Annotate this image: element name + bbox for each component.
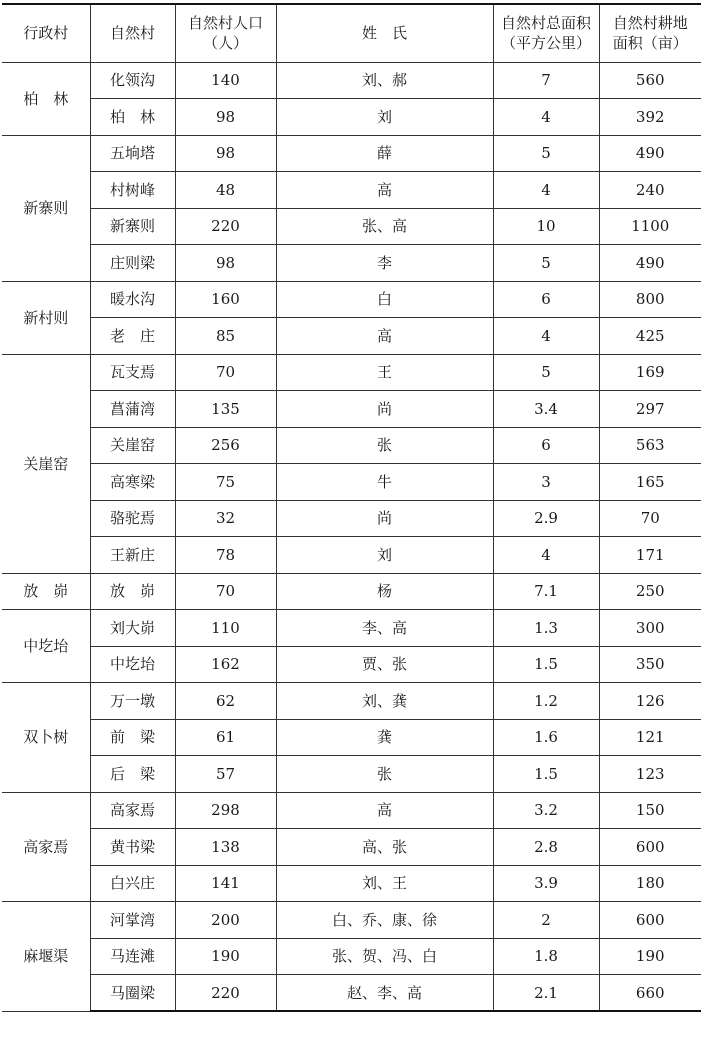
table-row bbox=[2, 172, 701, 209]
table-row bbox=[2, 391, 701, 428]
population-cell: 135 bbox=[175, 391, 276, 428]
natural-village-cell: 马连滩 bbox=[90, 938, 175, 975]
surname-cell: 高 bbox=[276, 172, 493, 209]
surname-cell: 杨 bbox=[276, 573, 493, 610]
population-cell: 162 bbox=[175, 646, 276, 683]
surname-cell: 贾、张 bbox=[276, 646, 493, 683]
area-cell: 6 bbox=[493, 427, 599, 464]
population-cell: 220 bbox=[175, 208, 276, 245]
table-row bbox=[2, 464, 701, 501]
farmland-cell: 180 bbox=[599, 865, 701, 902]
area-cell: 10 bbox=[493, 208, 599, 245]
admin-village-cell: 柏 林 bbox=[2, 62, 90, 135]
table-row bbox=[2, 354, 701, 391]
surname-cell: 张 bbox=[276, 427, 493, 464]
farmland-cell: 250 bbox=[599, 573, 701, 610]
farmland-cell: 350 bbox=[599, 646, 701, 683]
farmland-cell: 1100 bbox=[599, 208, 701, 245]
natural-village-cell: 关崖窑 bbox=[90, 427, 175, 464]
natural-village-cell: 骆驼焉 bbox=[90, 500, 175, 537]
natural-village-cell: 王新庄 bbox=[90, 537, 175, 574]
surname-cell: 高 bbox=[276, 792, 493, 829]
area-cell: 1.5 bbox=[493, 646, 599, 683]
population-cell: 190 bbox=[175, 938, 276, 975]
table-row bbox=[2, 610, 701, 647]
farmland-cell: 560 bbox=[599, 62, 701, 99]
population-cell: 62 bbox=[175, 683, 276, 720]
table-row bbox=[2, 975, 701, 1012]
admin-village-cell: 中圪坮 bbox=[2, 610, 90, 683]
natural-village-cell: 万一墩 bbox=[90, 683, 175, 720]
area-cell: 2 bbox=[493, 902, 599, 939]
area-cell: 7 bbox=[493, 62, 599, 99]
surname-cell: 张 bbox=[276, 756, 493, 793]
farmland-cell: 600 bbox=[599, 902, 701, 939]
natural-village-cell: 前 梁 bbox=[90, 719, 175, 756]
population-cell: 32 bbox=[175, 500, 276, 537]
table-row bbox=[2, 756, 701, 793]
farmland-cell: 240 bbox=[599, 172, 701, 209]
table-row bbox=[2, 683, 701, 720]
surname-cell: 薛 bbox=[276, 135, 493, 172]
area-cell: 3.9 bbox=[493, 865, 599, 902]
surname-cell: 张、高 bbox=[276, 208, 493, 245]
table-row bbox=[2, 829, 701, 866]
admin-village-cell: 高家焉 bbox=[2, 792, 90, 902]
surname-cell: 王 bbox=[276, 354, 493, 391]
header-surname: 姓 氏 bbox=[276, 4, 493, 62]
table-row bbox=[2, 792, 701, 829]
header-farmland: 自然村耕地 面积（亩） bbox=[599, 4, 701, 62]
surname-cell: 龚 bbox=[276, 719, 493, 756]
table-row bbox=[2, 281, 701, 318]
farmland-cell: 425 bbox=[599, 318, 701, 355]
table-row bbox=[2, 646, 701, 683]
area-cell: 5 bbox=[493, 135, 599, 172]
surname-cell: 刘 bbox=[276, 537, 493, 574]
surname-cell: 高、张 bbox=[276, 829, 493, 866]
natural-village-cell: 庄则梁 bbox=[90, 245, 175, 282]
natural-village-cell: 高寒梁 bbox=[90, 464, 175, 501]
population-cell: 110 bbox=[175, 610, 276, 647]
natural-village-cell: 老 庄 bbox=[90, 318, 175, 355]
natural-village-cell: 村树峰 bbox=[90, 172, 175, 209]
table-row bbox=[2, 537, 701, 574]
farmland-cell: 165 bbox=[599, 464, 701, 501]
farmland-cell: 123 bbox=[599, 756, 701, 793]
area-cell: 3.2 bbox=[493, 792, 599, 829]
population-cell: 85 bbox=[175, 318, 276, 355]
natural-village-cell: 放 峁 bbox=[90, 573, 175, 610]
table-row bbox=[2, 62, 701, 99]
table-row bbox=[2, 99, 701, 136]
population-cell: 70 bbox=[175, 354, 276, 391]
natural-village-cell: 白兴庄 bbox=[90, 865, 175, 902]
area-cell: 1.3 bbox=[493, 610, 599, 647]
table-row bbox=[2, 902, 701, 939]
table-row bbox=[2, 318, 701, 355]
population-cell: 61 bbox=[175, 719, 276, 756]
population-cell: 140 bbox=[175, 62, 276, 99]
population-cell: 98 bbox=[175, 245, 276, 282]
farmland-cell: 600 bbox=[599, 829, 701, 866]
table-row bbox=[2, 245, 701, 282]
admin-village-cell: 麻堰渠 bbox=[2, 902, 90, 1012]
farmland-cell: 190 bbox=[599, 938, 701, 975]
area-cell: 4 bbox=[493, 537, 599, 574]
area-cell: 5 bbox=[493, 354, 599, 391]
surname-cell: 白 bbox=[276, 281, 493, 318]
natural-village-cell: 河掌湾 bbox=[90, 902, 175, 939]
table-row bbox=[2, 719, 701, 756]
surname-cell: 李、高 bbox=[276, 610, 493, 647]
surname-cell: 刘、王 bbox=[276, 865, 493, 902]
surname-cell: 赵、李、高 bbox=[276, 975, 493, 1012]
farmland-cell: 126 bbox=[599, 683, 701, 720]
natural-village-cell: 化领沟 bbox=[90, 62, 175, 99]
surname-cell: 牛 bbox=[276, 464, 493, 501]
area-cell: 3 bbox=[493, 464, 599, 501]
surname-cell: 张、贺、冯、白 bbox=[276, 938, 493, 975]
population-cell: 48 bbox=[175, 172, 276, 209]
header-natural-village: 自然村 bbox=[90, 4, 175, 62]
surname-cell: 刘、龚 bbox=[276, 683, 493, 720]
natural-village-cell: 瓦支焉 bbox=[90, 354, 175, 391]
table-row bbox=[2, 427, 701, 464]
population-cell: 70 bbox=[175, 573, 276, 610]
natural-village-cell: 暖水沟 bbox=[90, 281, 175, 318]
area-cell: 5 bbox=[493, 245, 599, 282]
population-cell: 256 bbox=[175, 427, 276, 464]
admin-village-cell: 放 峁 bbox=[2, 573, 90, 610]
natural-village-cell: 后 梁 bbox=[90, 756, 175, 793]
area-cell: 1.5 bbox=[493, 756, 599, 793]
table-row bbox=[2, 500, 701, 537]
farmland-cell: 297 bbox=[599, 391, 701, 428]
natural-village-cell: 刘大峁 bbox=[90, 610, 175, 647]
population-cell: 98 bbox=[175, 135, 276, 172]
farmland-cell: 490 bbox=[599, 245, 701, 282]
natural-village-cell: 高家焉 bbox=[90, 792, 175, 829]
area-cell: 1.8 bbox=[493, 938, 599, 975]
farmland-cell: 490 bbox=[599, 135, 701, 172]
farmland-cell: 392 bbox=[599, 99, 701, 136]
area-cell: 3.4 bbox=[493, 391, 599, 428]
admin-village-cell: 双卜树 bbox=[2, 683, 90, 793]
header-admin-village: 行政村 bbox=[2, 4, 90, 62]
table-row bbox=[2, 865, 701, 902]
farmland-cell: 121 bbox=[599, 719, 701, 756]
area-cell: 1.6 bbox=[493, 719, 599, 756]
natural-village-cell: 柏 林 bbox=[90, 99, 175, 136]
admin-village-cell: 关崖窑 bbox=[2, 354, 90, 573]
population-cell: 160 bbox=[175, 281, 276, 318]
table-row bbox=[2, 135, 701, 172]
natural-village-cell: 五垧塔 bbox=[90, 135, 175, 172]
surname-cell: 李 bbox=[276, 245, 493, 282]
area-cell: 4 bbox=[493, 318, 599, 355]
table-row bbox=[2, 208, 701, 245]
farmland-cell: 563 bbox=[599, 427, 701, 464]
table-header-row bbox=[2, 4, 701, 62]
header-area: 自然村总面积 （平方公里） bbox=[493, 4, 599, 62]
population-cell: 298 bbox=[175, 792, 276, 829]
population-cell: 57 bbox=[175, 756, 276, 793]
population-cell: 78 bbox=[175, 537, 276, 574]
area-cell: 6 bbox=[493, 281, 599, 318]
farmland-cell: 169 bbox=[599, 354, 701, 391]
population-cell: 141 bbox=[175, 865, 276, 902]
area-cell: 4 bbox=[493, 172, 599, 209]
farmland-cell: 660 bbox=[599, 975, 701, 1012]
header-population: 自然村人口 （人） bbox=[175, 4, 276, 62]
farmland-cell: 70 bbox=[599, 500, 701, 537]
surname-cell: 尚 bbox=[276, 500, 493, 537]
table-row bbox=[2, 938, 701, 975]
population-cell: 75 bbox=[175, 464, 276, 501]
population-cell: 138 bbox=[175, 829, 276, 866]
surname-cell: 白、乔、康、徐 bbox=[276, 902, 493, 939]
surname-cell: 高 bbox=[276, 318, 493, 355]
farmland-cell: 300 bbox=[599, 610, 701, 647]
natural-village-cell: 菖蒲湾 bbox=[90, 391, 175, 428]
area-cell: 2.8 bbox=[493, 829, 599, 866]
area-cell: 2.1 bbox=[493, 975, 599, 1012]
natural-village-cell: 马圈梁 bbox=[90, 975, 175, 1012]
area-cell: 4 bbox=[493, 99, 599, 136]
admin-village-cell: 新村则 bbox=[2, 281, 90, 354]
farmland-cell: 150 bbox=[599, 792, 701, 829]
natural-village-cell: 中圪坮 bbox=[90, 646, 175, 683]
area-cell: 7.1 bbox=[493, 573, 599, 610]
farmland-cell: 800 bbox=[599, 281, 701, 318]
village-table bbox=[2, 3, 701, 1012]
table-row bbox=[2, 573, 701, 610]
admin-village-cell: 新寨则 bbox=[2, 135, 90, 281]
farmland-cell: 171 bbox=[599, 537, 701, 574]
population-cell: 98 bbox=[175, 99, 276, 136]
population-cell: 220 bbox=[175, 975, 276, 1012]
area-cell: 2.9 bbox=[493, 500, 599, 537]
surname-cell: 刘、郝 bbox=[276, 62, 493, 99]
area-cell: 1.2 bbox=[493, 683, 599, 720]
surname-cell: 刘 bbox=[276, 99, 493, 136]
population-cell: 200 bbox=[175, 902, 276, 939]
surname-cell: 尚 bbox=[276, 391, 493, 428]
natural-village-cell: 新寨则 bbox=[90, 208, 175, 245]
natural-village-cell: 黄书梁 bbox=[90, 829, 175, 866]
